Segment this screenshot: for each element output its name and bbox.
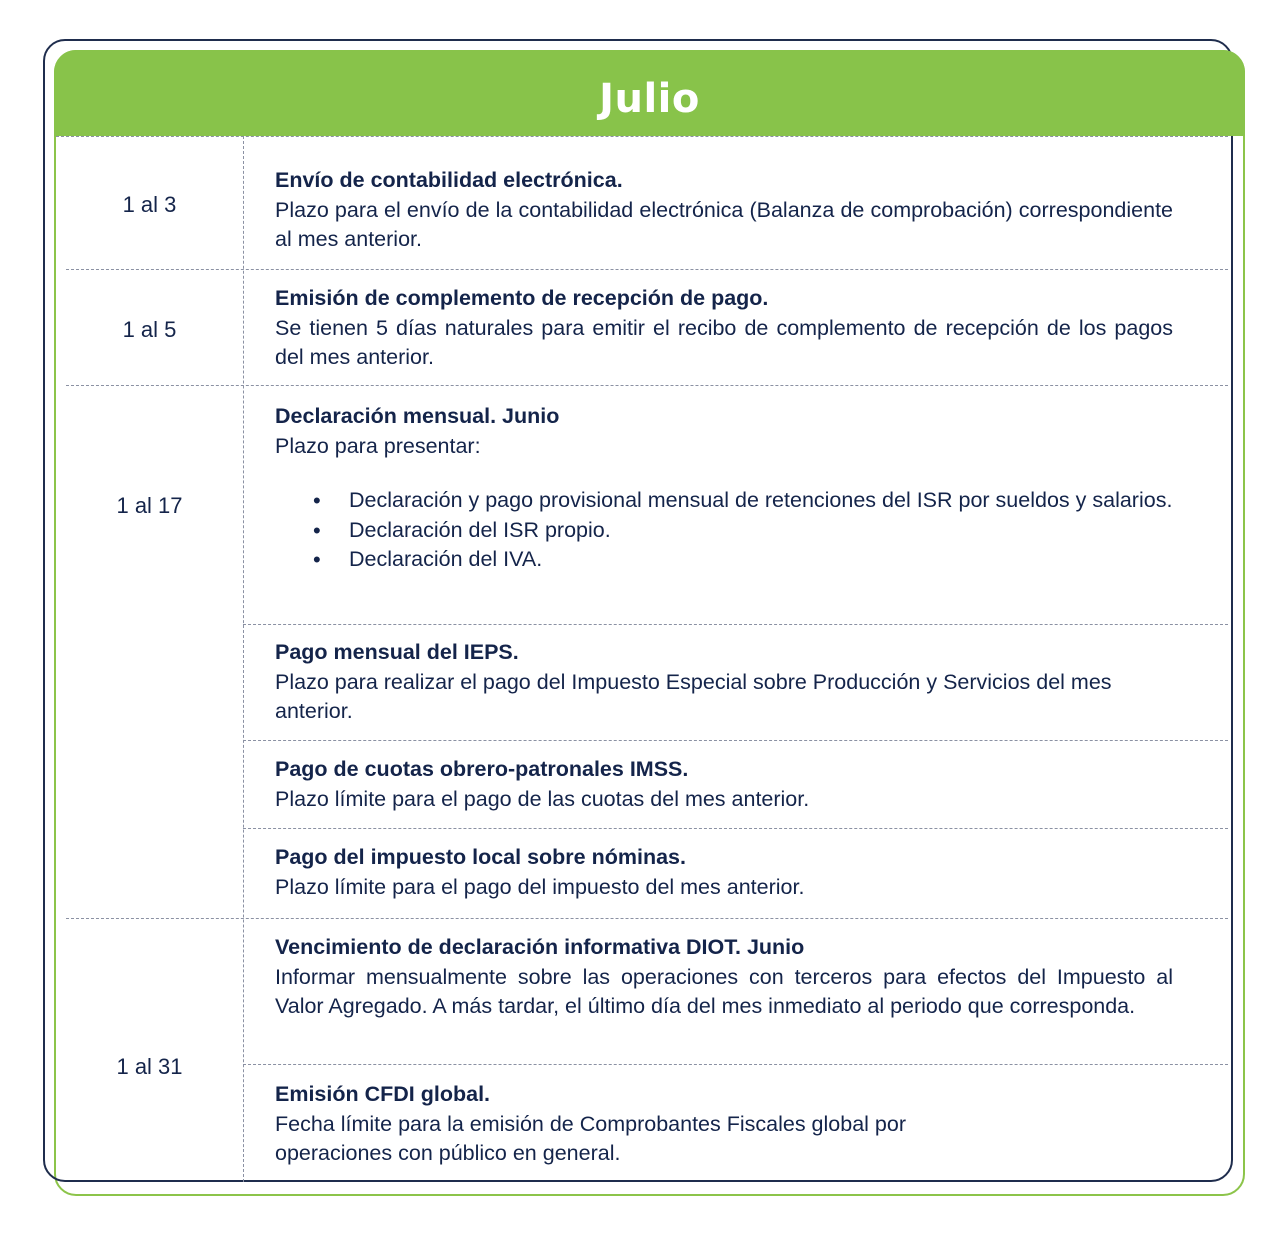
entry-divider — [243, 828, 1228, 829]
row-divider — [66, 918, 1228, 919]
entry-description: Plazo para el envío de la contabilidad electrónica (Balanza de comprobación) correspondiente al mes anterior. — [275, 197, 1173, 251]
calendar-entry — [275, 284, 1173, 373]
month-title: Julio — [599, 76, 700, 122]
bullet-item: • Declaración del ISR propio. — [349, 516, 1173, 546]
entry-divider — [243, 624, 1228, 625]
entry-description: Informar mensualmente sobre las operaciones con terceros para efectos del Impuesto al Valor Agregado. A más tardar, el último día del mes inmediato al periodo que corresponda. — [275, 964, 1173, 1018]
calendar-entry — [275, 1080, 975, 1169]
date-cell: 1 al 5 — [122, 317, 177, 342]
bullet-item: • Declaración y pago provisional mensual de retenciones del ISR por sueldos y salarios. — [349, 486, 1173, 516]
calendar-entry — [275, 166, 1173, 255]
month-header — [54, 50, 1245, 136]
date-cell: 1 al 31 — [116, 1054, 183, 1079]
entry-title: Emisión de complemento de recepción de pago. — [275, 286, 769, 310]
date-cell: 1 al 3 — [122, 192, 177, 217]
calendar-entry — [275, 638, 1173, 727]
bullet-item: • Declaración del IVA. — [349, 545, 1173, 575]
row-divider — [66, 269, 1228, 270]
entry-title: Envío de contabilidad electrónica. — [275, 168, 623, 192]
entry-title: Pago de cuotas obrero-patronales IMSS. — [275, 757, 689, 781]
entry-description: Fecha límite para la emisión de Comprobantes Fiscales global por operaciones con público en general. — [275, 1111, 906, 1165]
entry-description: Plazo límite para el pago de las cuotas del mes anterior. — [275, 786, 810, 811]
calendar-entry — [275, 933, 1173, 1022]
entry-title: Vencimiento de declaración informativa DIOT. Junio — [275, 935, 805, 959]
entry-title: Emisión CFDI global. — [275, 1082, 491, 1106]
row-divider — [56, 136, 1228, 137]
entry-description: Plazo para presentar: — [275, 433, 481, 458]
row-divider — [66, 385, 1228, 386]
entry-divider — [243, 1064, 1228, 1065]
entry-description: Plazo para realizar el pago del Impuesto Especial sobre Producción y Servicios del mes anterior. — [275, 669, 1112, 723]
entry-title: Pago del impuesto local sobre nóminas. — [275, 845, 686, 869]
column-divider — [243, 136, 244, 1182]
calendar-table — [56, 136, 1228, 1182]
bullet-list — [275, 486, 1173, 575]
entry-title: Pago mensual del IEPS. — [275, 640, 519, 664]
calendar-entry — [275, 843, 1173, 902]
entry-divider — [243, 740, 1228, 741]
calendar-entry — [275, 402, 1173, 575]
entry-title: Declaración mensual. Junio — [275, 404, 560, 428]
calendar-entry — [275, 755, 1173, 814]
entry-description: Se tienen 5 días naturales para emitir el recibo de complemento de recepción de los pagos del mes anterior. — [275, 315, 1173, 369]
date-cell: 1 al 17 — [116, 493, 183, 518]
entry-description: Plazo límite para el pago del impuesto del mes anterior. — [275, 874, 805, 899]
